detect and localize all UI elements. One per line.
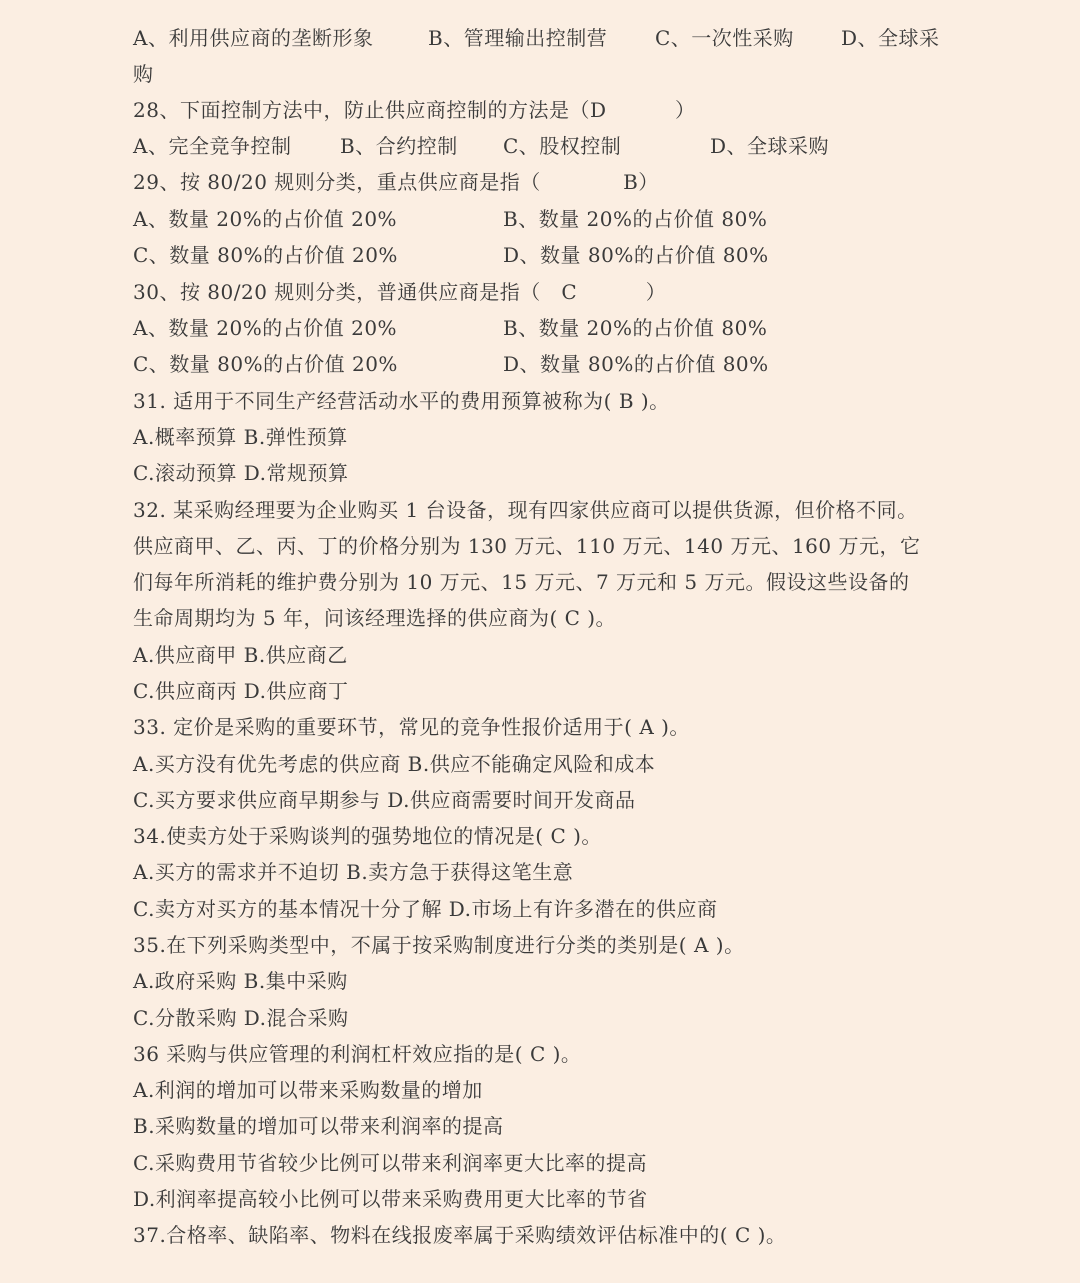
option-line: C.供应商丙 D.供应商丁 bbox=[133, 679, 349, 703]
option-d: D、数量 80%的占价值 80% bbox=[503, 352, 769, 376]
option-a: A、完全竞争控制 bbox=[133, 134, 292, 158]
question-28: 28、下面控制方法中，防止供应商控制的方法是（D ） bbox=[133, 98, 696, 122]
option-line: B.采购数量的增加可以带来利润率的提高 bbox=[133, 1114, 504, 1138]
option-d: D、全球采购 bbox=[710, 134, 830, 158]
option-line: A.买方没有优先考虑的供应商 B.供应不能确定风险和成本 bbox=[133, 752, 656, 776]
option-c: C、一次性采购 bbox=[655, 26, 794, 50]
option-a: A、利用供应商的垄断形象 bbox=[133, 26, 374, 50]
question-32: 32. 某采购经理要为企业购买 1 台设备，现有四家供应商可以提供货源，但价格不同。 bbox=[133, 498, 918, 522]
option-b: B、数量 20%的占价值 80% bbox=[503, 316, 768, 340]
option-line: A.政府采购 B.集中采购 bbox=[133, 969, 348, 993]
option-line: A.利润的增加可以带来采购数量的增加 bbox=[133, 1078, 483, 1102]
option-b: B、合约控制 bbox=[340, 134, 458, 158]
option-line: D.利润率提高较小比例可以带来采购费用更大比率的节省 bbox=[133, 1187, 648, 1211]
option-line: A.买方的需求并不迫切 B.卖方急于获得这笔生意 bbox=[133, 860, 574, 884]
option-b: B、管理输出控制营 bbox=[428, 26, 608, 50]
option-c: C、数量 80%的占价值 20% bbox=[133, 352, 398, 376]
option-d: D、全球采 bbox=[841, 26, 940, 50]
text-line: 生命周期均为 5 年，问该经理选择的供应商为( C )。 bbox=[133, 606, 617, 630]
option-line: C.采购费用节省较少比例可以带来利润率更大比率的提高 bbox=[133, 1151, 647, 1175]
question-30: 30、按 80/20 规则分类，普通供应商是指（ C ） bbox=[133, 280, 667, 304]
option-line: C.滚动预算 D.常规预算 bbox=[133, 461, 349, 485]
option-b: B、数量 20%的占价值 80% bbox=[503, 207, 768, 231]
option-line: C.分散采购 D.混合采购 bbox=[133, 1006, 349, 1030]
option-a: A、数量 20%的占价值 20% bbox=[133, 207, 398, 231]
question-31: 31. 适用于不同生产经营活动水平的费用预算被称为( B )。 bbox=[133, 389, 670, 413]
option-line: C.卖方对买方的基本情况十分了解 D.市场上有许多潜在的供应商 bbox=[133, 897, 718, 921]
question-37: 37.合格率、缺陷率、物料在线报废率属于采购绩效评估标准中的( C )。 bbox=[133, 1223, 787, 1247]
text-line: 供应商甲、乙、丙、丁的价格分别为 130 万元、110 万元、140 万元、160 万元，它 bbox=[133, 534, 921, 558]
text-line: 购 bbox=[133, 62, 154, 86]
question-33: 33. 定价是采购的重要环节，常见的竞争性报价适用于( A )。 bbox=[133, 715, 690, 739]
option-c: C、股权控制 bbox=[503, 134, 622, 158]
option-line: C.买方要求供应商早期参与 D.供应商需要时间开发商品 bbox=[133, 788, 636, 812]
option-line: A.供应商甲 B.供应商乙 bbox=[133, 643, 348, 667]
option-a: A、数量 20%的占价值 20% bbox=[133, 316, 398, 340]
option-line: A.概率预算 B.弹性预算 bbox=[133, 425, 348, 449]
question-36: 36 采购与供应管理的利润杠杆效应指的是( C )。 bbox=[133, 1042, 582, 1066]
option-c: C、数量 80%的占价值 20% bbox=[133, 243, 398, 267]
option-d: D、数量 80%的占价值 80% bbox=[503, 243, 769, 267]
question-35: 35.在下列采购类型中，不属于按采购制度进行分类的类别是( A )。 bbox=[133, 933, 745, 957]
text-line: 们每年所消耗的维护费分别为 10 万元、15 万元、7 万元和 5 万元。假设这些设备的 bbox=[133, 570, 910, 594]
question-29: 29、按 80/20 规则分类，重点供应商是指（ B） bbox=[133, 170, 659, 194]
question-34: 34.使卖方处于采购谈判的强势地位的情况是( C )。 bbox=[133, 824, 602, 848]
